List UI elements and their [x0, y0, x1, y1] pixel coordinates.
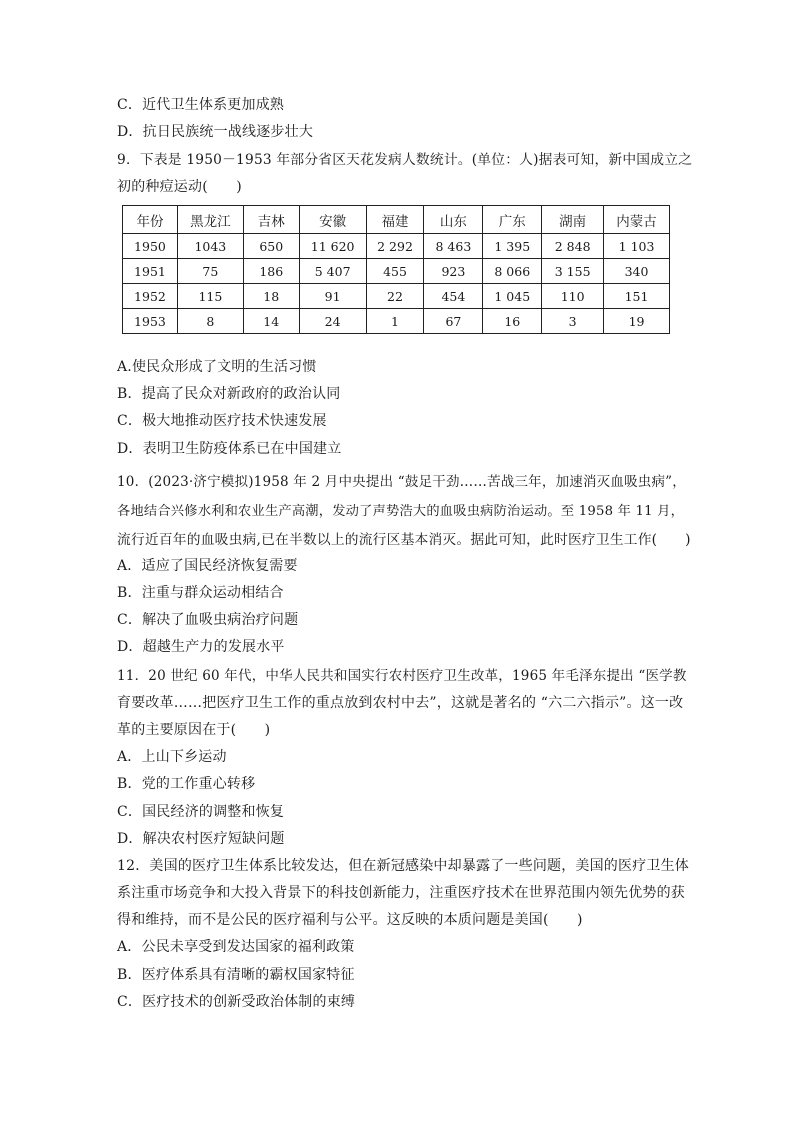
- table-cell: 1953: [123, 309, 178, 334]
- table-header-cell: 湖南: [542, 206, 604, 234]
- table-cell: 8 066: [483, 259, 542, 284]
- option-d-q11: D．解决农村医疗短缺问题: [117, 831, 285, 847]
- question-9-stem-line1: 9．下表是 1950－1953 年部分省区天花发病人数统计。(单位：人)据表可知，新中国成立之: [117, 152, 693, 168]
- table-cell: 19: [604, 309, 670, 334]
- table-header-cell: 福建: [366, 206, 424, 234]
- table-row: [123, 284, 670, 309]
- table-cell: 11 620: [299, 234, 366, 259]
- option-c-q11: C．国民经济的调整和恢复: [117, 804, 285, 820]
- table-header-row: [123, 206, 670, 234]
- question-11-stem-line1: 11．20 世纪 60 年代，中华人民共和国实行农村医疗卫生改革，1965 年毛泽东提出 “医学教: [117, 668, 687, 684]
- option-a-q10: A．适应了国民经济恢复需要: [117, 558, 298, 574]
- table-cell: 186: [243, 259, 299, 284]
- table-cell: 923: [424, 259, 483, 284]
- table-cell: 454: [424, 284, 483, 309]
- table-header-cell: 内蒙古: [604, 206, 670, 234]
- table-cell: 1: [366, 309, 424, 334]
- question-12-stem-line1: 12．美国的医疗卫生体系比较发达，但在新冠感染中却暴露了一些问题，美国的医疗卫生体: [117, 858, 690, 874]
- option-c-q10: C．解决了血吸虫病治疗问题: [117, 612, 299, 628]
- table-cell: 24: [299, 309, 366, 334]
- table-cell: 1950: [123, 234, 178, 259]
- table-header-cell: 吉林: [243, 206, 299, 234]
- table-cell: 14: [243, 309, 299, 334]
- table-cell: 1 395: [483, 234, 542, 259]
- table-cell: 1951: [123, 259, 178, 284]
- table-cell: 455: [366, 259, 424, 284]
- smallpox-cases-table: [122, 205, 670, 334]
- table-cell: 1 103: [604, 234, 670, 259]
- option-b-q11: B．党的工作重心转移: [117, 776, 256, 792]
- table-header-cell: 年份: [123, 206, 178, 234]
- question-10-stem-line2: 各地结合兴修水利和农业生产高潮，发动了声势浩大的血吸虫病防治运动。至 1958 年 11 月，: [117, 504, 685, 519]
- table-cell: 2 292: [366, 234, 424, 259]
- option-d-q9: D．表明卫生防疫体系已在中国建立: [117, 441, 342, 457]
- option-d-q8: D．抗日民族统一战线逐步壮大: [117, 124, 314, 140]
- table-cell: 3 155: [542, 259, 604, 284]
- table-header-cell: 山东: [424, 206, 483, 234]
- table-cell: 67: [424, 309, 483, 334]
- option-b-q10: B．注重与群众运动相结合: [117, 585, 284, 601]
- table-row: [123, 309, 670, 334]
- option-c-q9: C．极大地推动医疗技术快速发展: [117, 413, 327, 429]
- table-cell: 151: [604, 284, 670, 309]
- table-row: [123, 259, 670, 284]
- option-a-q12: A．公民未享受到发达国家的福利政策: [117, 939, 355, 955]
- table-cell: 1043: [177, 234, 243, 259]
- table-cell: 3: [542, 309, 604, 334]
- table-header-cell: 安徽: [299, 206, 366, 234]
- table-cell: 91: [299, 284, 366, 309]
- option-b-q12: B．医疗体系具有清晰的霸权国家特征: [117, 967, 355, 983]
- table-cell: 650: [243, 234, 299, 259]
- option-c-q8: C．近代卫生体系更加成熟: [117, 97, 285, 113]
- question-10-stem-line1: 10．(2023·济宁模拟)1958 年 2 月中央提出 “鼓足干劲……苦战三年，加速消灭血吸虫病”，: [117, 474, 686, 490]
- table-cell: 8 463: [424, 234, 483, 259]
- option-a-q9: A.使民众形成了文明的生活习惯: [117, 359, 317, 375]
- option-d-q10: D．超越生产力的发展水平: [117, 639, 285, 655]
- table-cell: 2 848: [542, 234, 604, 259]
- table-header-cell: 黑龙江: [177, 206, 243, 234]
- question-12-stem-line3: 得和维持，而不是公民的医疗福利与公平。这反映的本质问题是美国( ): [117, 912, 583, 928]
- table-cell: 18: [243, 284, 299, 309]
- option-c-q12: C．医疗技术的创新受政治体制的束缚: [117, 994, 356, 1010]
- table-header-cell: 广东: [483, 206, 542, 234]
- table-row: [123, 234, 670, 259]
- table-cell: 75: [177, 259, 243, 284]
- question-10-stem-line3: 流行近百年的血吸虫病,已在半数以上的流行区基本消灭。据此可知，此时医疗卫生工作( ): [117, 532, 691, 548]
- question-11-stem-line3: 革的主要原因在于( ): [117, 722, 271, 738]
- option-a-q11: A．上山下乡运动: [117, 749, 227, 765]
- table-cell: 115: [177, 284, 243, 309]
- option-b-q9: B．提高了民众对新政府的政治认同: [117, 386, 341, 402]
- table-cell: 5 407: [299, 259, 366, 284]
- table-cell: 110: [542, 284, 604, 309]
- question-12-stem-line2: 系注重市场竞争和大投入背景下的科技创新能力，注重医疗技术在世界范围内领先优势的获: [117, 885, 685, 901]
- table-cell: 1 045: [483, 284, 542, 309]
- table-cell: 16: [483, 309, 542, 334]
- table-cell: 1952: [123, 284, 178, 309]
- question-9-stem-line2: 初的种痘运动( ): [117, 179, 242, 195]
- table-cell: 22: [366, 284, 424, 309]
- question-11-stem-line2: 育要改革……把医疗卫生工作的重点放到农村中去”，这就是著名的 “六二六指示”。这一改: [117, 695, 684, 711]
- table-cell: 8: [177, 309, 243, 334]
- table-cell: 340: [604, 259, 670, 284]
